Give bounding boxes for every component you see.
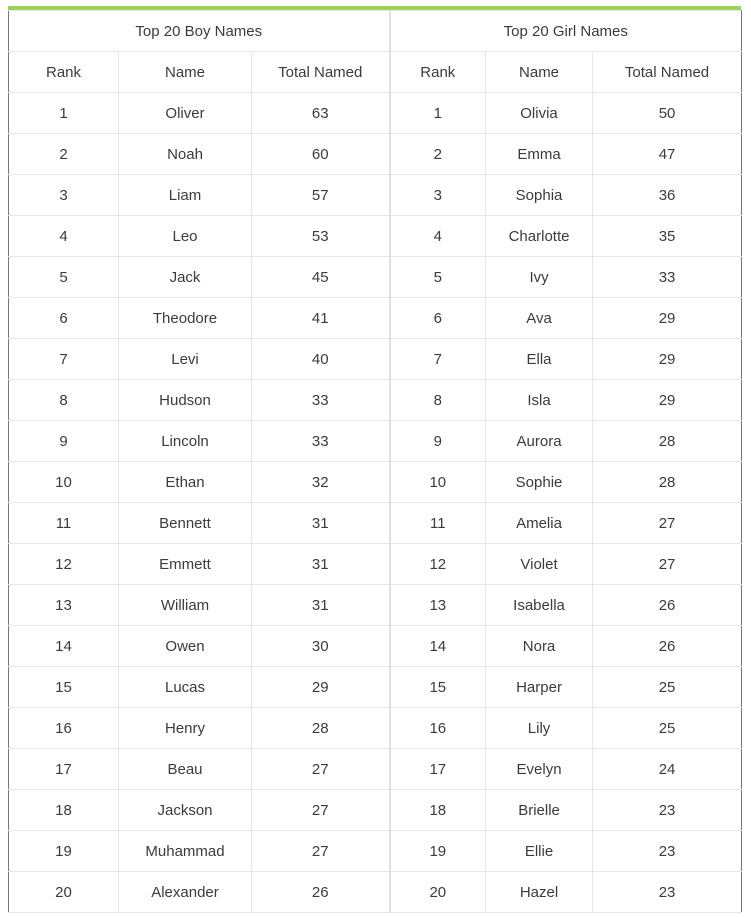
girls-total-cell: 27 <box>593 544 742 585</box>
table-row <box>9 175 742 216</box>
boys-name-cell: Ethan <box>119 462 252 503</box>
boys-rank-cell: 20 <box>9 872 119 913</box>
girls-rank-cell: 14 <box>390 626 486 667</box>
table-row <box>9 626 742 667</box>
group-header-row <box>9 11 742 52</box>
girls-rank-header: Rank <box>390 52 486 93</box>
table-row <box>9 544 742 585</box>
girls-total-cell: 28 <box>593 421 742 462</box>
girls-name-cell: Harper <box>486 667 593 708</box>
boys-total-cell: 31 <box>252 585 390 626</box>
table-row <box>9 216 742 257</box>
boys-total-cell: 33 <box>252 421 390 462</box>
girls-rank-cell: 19 <box>390 831 486 872</box>
girls-rank-cell: 13 <box>390 585 486 626</box>
table-row <box>9 708 742 749</box>
boys-total-cell: 41 <box>252 298 390 339</box>
boys-rank-cell: 5 <box>9 257 119 298</box>
girls-rank-cell: 20 <box>390 872 486 913</box>
girls-total-cell: 27 <box>593 503 742 544</box>
girls-name-cell: Nora <box>486 626 593 667</box>
names-table-container <box>8 6 741 913</box>
boys-total-cell: 31 <box>252 544 390 585</box>
boys-name-cell: Leo <box>119 216 252 257</box>
girls-rank-cell: 18 <box>390 790 486 831</box>
girls-total-cell: 25 <box>593 708 742 749</box>
girls-total-cell: 47 <box>593 134 742 175</box>
boys-name-cell: Jackson <box>119 790 252 831</box>
boys-name-cell: Bennett <box>119 503 252 544</box>
girls-name-cell: Emma <box>486 134 593 175</box>
girls-name-cell: Brielle <box>486 790 593 831</box>
boys-total-cell: 32 <box>252 462 390 503</box>
table-row <box>9 790 742 831</box>
boys-group-title: Top 20 Boy Names <box>9 11 390 52</box>
boys-total-cell: 27 <box>252 749 390 790</box>
boys-rank-cell: 9 <box>9 421 119 462</box>
girls-rank-cell: 11 <box>390 503 486 544</box>
girls-total-cell: 26 <box>593 585 742 626</box>
girls-name-cell: Isla <box>486 380 593 421</box>
girls-rank-cell: 17 <box>390 749 486 790</box>
boys-rank-cell: 11 <box>9 503 119 544</box>
girls-name-cell: Ellie <box>486 831 593 872</box>
table-row <box>9 667 742 708</box>
boys-total-cell: 27 <box>252 790 390 831</box>
girls-name-cell: Ella <box>486 339 593 380</box>
boys-name-cell: Henry <box>119 708 252 749</box>
boys-total-cell: 53 <box>252 216 390 257</box>
top-names-table <box>8 10 742 913</box>
boys-total-cell: 27 <box>252 831 390 872</box>
boys-total-cell: 31 <box>252 503 390 544</box>
girls-rank-cell: 4 <box>390 216 486 257</box>
boys-rank-cell: 8 <box>9 380 119 421</box>
column-header-row <box>9 52 742 93</box>
boys-rank-cell: 10 <box>9 462 119 503</box>
girls-rank-cell: 9 <box>390 421 486 462</box>
girls-total-header: Total Named <box>593 52 742 93</box>
girls-name-header: Name <box>486 52 593 93</box>
boys-total-cell: 28 <box>252 708 390 749</box>
boys-rank-cell: 18 <box>9 790 119 831</box>
girls-rank-cell: 3 <box>390 175 486 216</box>
girls-total-cell: 29 <box>593 380 742 421</box>
girls-rank-cell: 10 <box>390 462 486 503</box>
boys-rank-cell: 6 <box>9 298 119 339</box>
boys-rank-cell: 14 <box>9 626 119 667</box>
boys-name-cell: Noah <box>119 134 252 175</box>
girls-rank-cell: 7 <box>390 339 486 380</box>
boys-total-cell: 45 <box>252 257 390 298</box>
boys-name-cell: Oliver <box>119 93 252 134</box>
boys-total-cell: 30 <box>252 626 390 667</box>
table-row <box>9 503 742 544</box>
table-row <box>9 93 742 134</box>
boys-name-cell: Lincoln <box>119 421 252 462</box>
girls-total-cell: 23 <box>593 872 742 913</box>
girls-name-cell: Charlotte <box>486 216 593 257</box>
girls-total-cell: 28 <box>593 462 742 503</box>
girls-total-cell: 36 <box>593 175 742 216</box>
boys-name-cell: William <box>119 585 252 626</box>
boys-rank-cell: 3 <box>9 175 119 216</box>
boys-rank-cell: 12 <box>9 544 119 585</box>
girls-total-cell: 24 <box>593 749 742 790</box>
table-row <box>9 380 742 421</box>
boys-total-cell: 29 <box>252 667 390 708</box>
names-table-body <box>9 93 742 913</box>
table-row <box>9 749 742 790</box>
boys-rank-cell: 7 <box>9 339 119 380</box>
boys-name-cell: Owen <box>119 626 252 667</box>
boys-rank-cell: 17 <box>9 749 119 790</box>
girls-rank-cell: 8 <box>390 380 486 421</box>
boys-name-cell: Emmett <box>119 544 252 585</box>
boys-name-cell: Liam <box>119 175 252 216</box>
boys-rank-cell: 1 <box>9 93 119 134</box>
girls-total-cell: 29 <box>593 339 742 380</box>
girls-name-cell: Olivia <box>486 93 593 134</box>
table-row <box>9 462 742 503</box>
girls-name-cell: Ivy <box>486 257 593 298</box>
girls-total-cell: 25 <box>593 667 742 708</box>
boys-name-cell: Levi <box>119 339 252 380</box>
girls-rank-cell: 5 <box>390 257 486 298</box>
boys-rank-header: Rank <box>9 52 119 93</box>
boys-total-cell: 33 <box>252 380 390 421</box>
girls-name-cell: Hazel <box>486 872 593 913</box>
girls-name-cell: Amelia <box>486 503 593 544</box>
girls-rank-cell: 6 <box>390 298 486 339</box>
girls-name-cell: Aurora <box>486 421 593 462</box>
girls-name-cell: Isabella <box>486 585 593 626</box>
boys-rank-cell: 13 <box>9 585 119 626</box>
girls-rank-cell: 15 <box>390 667 486 708</box>
girls-total-cell: 23 <box>593 831 742 872</box>
girls-total-cell: 29 <box>593 298 742 339</box>
girls-name-cell: Lily <box>486 708 593 749</box>
table-row <box>9 339 742 380</box>
girls-group-title: Top 20 Girl Names <box>390 11 742 52</box>
girls-total-cell: 33 <box>593 257 742 298</box>
girls-total-cell: 26 <box>593 626 742 667</box>
girls-name-cell: Evelyn <box>486 749 593 790</box>
boys-name-cell: Beau <box>119 749 252 790</box>
girls-total-cell: 35 <box>593 216 742 257</box>
boys-total-cell: 60 <box>252 134 390 175</box>
boys-name-cell: Jack <box>119 257 252 298</box>
boys-rank-cell: 16 <box>9 708 119 749</box>
table-row <box>9 134 742 175</box>
girls-rank-cell: 12 <box>390 544 486 585</box>
boys-total-cell: 57 <box>252 175 390 216</box>
table-row <box>9 831 742 872</box>
boys-total-cell: 26 <box>252 872 390 913</box>
boys-total-cell: 40 <box>252 339 390 380</box>
girls-name-cell: Sophia <box>486 175 593 216</box>
boys-total-header: Total Named <box>252 52 390 93</box>
girls-name-cell: Violet <box>486 544 593 585</box>
girls-name-cell: Ava <box>486 298 593 339</box>
girls-total-cell: 50 <box>593 93 742 134</box>
girls-rank-cell: 2 <box>390 134 486 175</box>
boys-name-cell: Muhammad <box>119 831 252 872</box>
table-row <box>9 257 742 298</box>
table-row <box>9 298 742 339</box>
table-row <box>9 872 742 913</box>
boys-rank-cell: 2 <box>9 134 119 175</box>
boys-rank-cell: 19 <box>9 831 119 872</box>
boys-name-cell: Theodore <box>119 298 252 339</box>
table-row <box>9 585 742 626</box>
girls-rank-cell: 16 <box>390 708 486 749</box>
boys-rank-cell: 4 <box>9 216 119 257</box>
boys-rank-cell: 15 <box>9 667 119 708</box>
boys-name-cell: Alexander <box>119 872 252 913</box>
girls-name-cell: Sophie <box>486 462 593 503</box>
boys-name-cell: Lucas <box>119 667 252 708</box>
boys-name-cell: Hudson <box>119 380 252 421</box>
table-row <box>9 421 742 462</box>
boys-name-header: Name <box>119 52 252 93</box>
girls-rank-cell: 1 <box>390 93 486 134</box>
boys-total-cell: 63 <box>252 93 390 134</box>
girls-total-cell: 23 <box>593 790 742 831</box>
